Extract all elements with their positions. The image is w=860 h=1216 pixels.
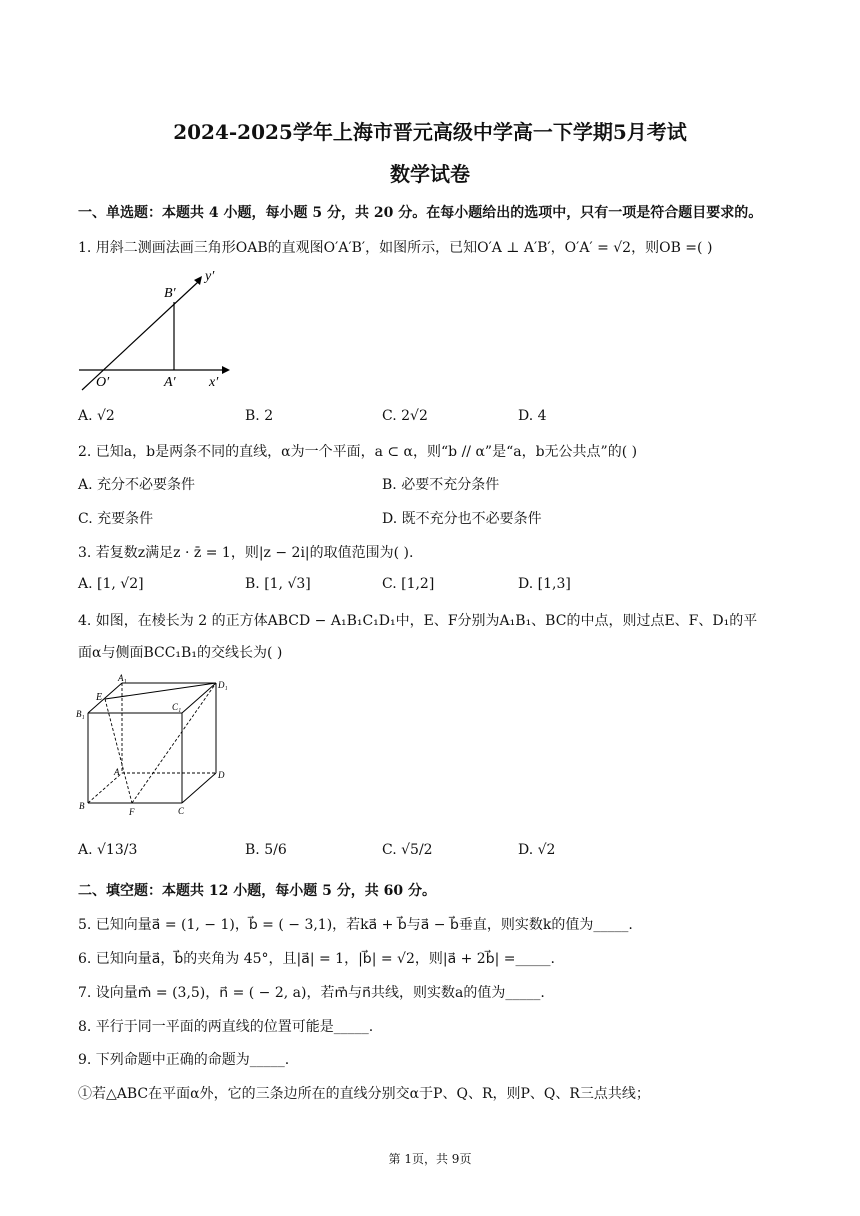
- fig1-label-a: A′: [164, 375, 176, 390]
- section-heading-single-choice: 一、单选题：本题共 4 小题，每小题 5 分，共 20 分。在每小题给出的选项中，只有一项是符合题目要求的。: [78, 205, 763, 221]
- question-9-text: 9. 下列命题中正确的命题为_____.: [78, 1052, 290, 1068]
- question-2-option-a: A. 充分不必要条件: [78, 477, 196, 493]
- question-2-option-d: D. 既不充分也不必要条件: [382, 511, 542, 527]
- question-4-cube-figure: [74, 672, 234, 822]
- document-title: 2024-2025学年上海市晋元高级中学高一下学期5月考试: [173, 120, 687, 144]
- question-2-text: 2. 已知a，b是两条不同的直线，α为一个平面，a ⊂ α，则“b // α”是“a，b无公共点”的( ): [78, 444, 638, 460]
- question-2-option-c: C. 充要条件: [78, 511, 154, 527]
- question-4-option-c: C. √5/2: [382, 842, 433, 858]
- question-3-option-d: D. [1,3]: [518, 576, 571, 592]
- question-3-option-b: B. [1, √3]: [245, 576, 311, 592]
- fig4-label-e: E: [96, 692, 103, 703]
- question-1-option-c: C. 2√2: [382, 408, 428, 424]
- question-1-option-b: B. 2: [245, 408, 274, 424]
- question-7-text: 7. 设向量m⃗ = (3,5)，n⃗ = ( − 2, a)，若m⃗与n⃗共线，则实数a的值为_____.: [78, 985, 545, 1001]
- question-6-text: 6. 已知向量a⃗，b⃗的夹角为 45°，且|a⃗| = 1，|b⃗| = √2，则|a⃗ + 2b⃗| =_____.: [78, 951, 555, 967]
- question-4-option-d: D. √2: [518, 842, 556, 858]
- fig4-label-b: B: [79, 801, 85, 811]
- question-3-option-a: A. [1, √2]: [78, 576, 144, 592]
- fig4-label-c1: C₁: [172, 702, 182, 712]
- section-heading-fill-in: 二、填空题：本题共 12 小题，每小题 5 分，共 60 分。: [78, 883, 436, 899]
- page-footer: 第 1页，共 9页: [388, 1152, 472, 1166]
- fig1-label-b: B′: [164, 286, 176, 301]
- fig1-label-o: O′: [96, 375, 110, 390]
- fig4-label-d1: D₁: [218, 680, 228, 690]
- question-8-text: 8. 平行于同一平面的两直线的位置可能是_____.: [78, 1019, 374, 1035]
- question-4-text-line-2: 面α与侧面BCC₁B₁的交线长为( ): [78, 645, 283, 661]
- fig4-label-a: A: [114, 767, 120, 777]
- fig1-label-y: y′: [205, 269, 215, 284]
- question-9-item-1: ①若△ABC在平面α外，它的三条边所在的直线分别交α于P、Q、R，则P、Q、R三点共线；: [78, 1086, 650, 1102]
- question-1-option-a: A. √2: [78, 408, 115, 424]
- fig4-label-a1: A₁: [118, 673, 127, 683]
- fig1-label-x: x′: [209, 375, 219, 390]
- question-4-text-line-1: 4. 如图，在棱长为 2 的正方体ABCD − A₁B₁C₁D₁中，E、F分别为A₁B₁、BC的中点，则过点E、F、D₁的平: [78, 613, 758, 629]
- fig4-label-d: D: [218, 770, 225, 780]
- question-1-text: 1. 用斜二测画法画三角形OAB的直观图O′A′B′，如图所示，已知O′A ⊥ A′B′，O′A′ = √2，则OB =( ): [78, 240, 713, 256]
- question-5-text: 5. 已知向量a⃗ = (1, − 1)，b⃗ = ( − 3,1)，若ka⃗ + b⃗与a⃗ − b⃗垂直，则实数k的值为_____.: [78, 917, 633, 933]
- question-2-option-b: B. 必要不充分条件: [382, 477, 500, 493]
- fig4-label-f: F: [129, 807, 135, 817]
- fig4-label-b1: B₁: [76, 709, 85, 719]
- question-4-option-b: B. 5/6: [245, 842, 287, 858]
- question-4-option-a: A. √13/3: [78, 842, 138, 858]
- question-1-figure: [76, 262, 236, 394]
- fig4-label-c: C: [178, 806, 185, 816]
- question-3-text: 3. 若复数z满足z · z̄ = 1，则|z − 2i|的取值范围为( ).: [78, 545, 414, 561]
- document-subtitle: 数学试卷: [390, 162, 470, 186]
- question-1-option-d: D. 4: [518, 408, 547, 424]
- question-3-option-c: C. [1,2]: [382, 576, 435, 592]
